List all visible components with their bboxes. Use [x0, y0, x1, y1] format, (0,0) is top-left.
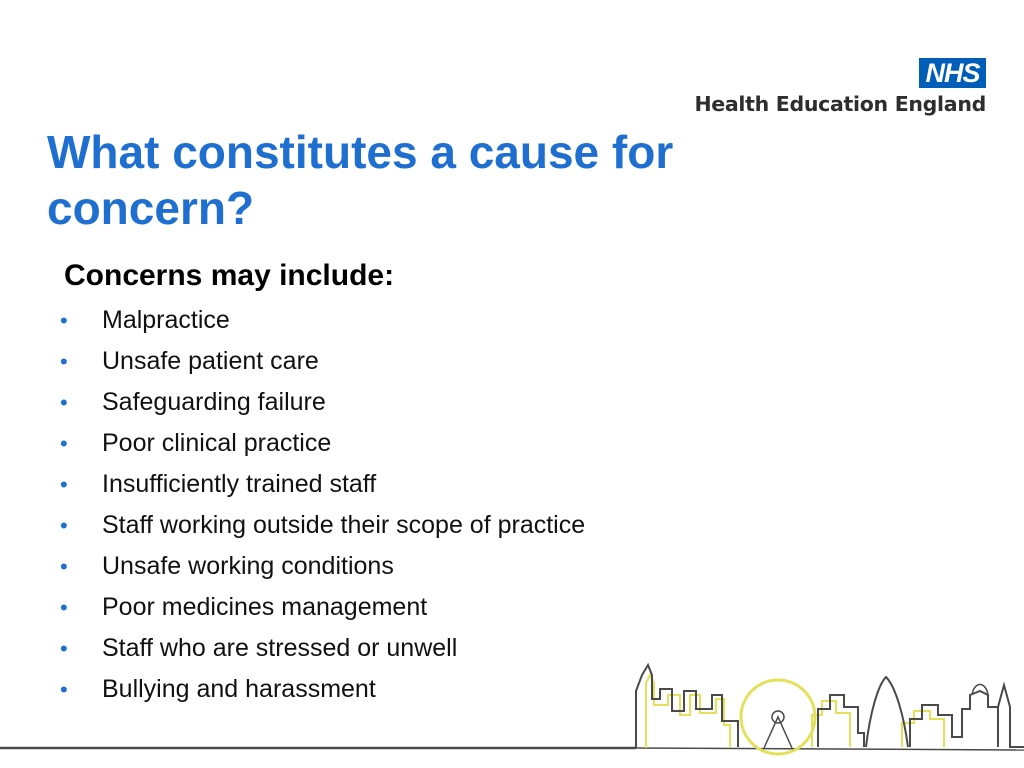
slide-title: What constitutes a cause for concern? — [47, 126, 674, 234]
list-item — [58, 464, 585, 505]
bullet-icon: • — [60, 636, 68, 661]
list-item-text: Staff working outside their scope of practice — [102, 511, 586, 539]
bullet-icon: • — [60, 677, 68, 702]
hee-logo — [696, 58, 986, 122]
london-eye-legs — [764, 717, 792, 748]
list-item-text: Bullying and harassment — [102, 675, 376, 703]
list-item — [58, 382, 585, 423]
list-item — [58, 505, 585, 546]
bullet-icon: • — [60, 390, 68, 415]
org-name: Health Education England — [694, 92, 986, 116]
bullet-icon: • — [60, 308, 68, 333]
bullet-icon: • — [60, 554, 68, 579]
bullet-icon: • — [60, 513, 68, 538]
list-item — [58, 341, 585, 382]
list-item — [58, 587, 585, 628]
list-item-text: Safeguarding failure — [102, 388, 326, 416]
bullet-icon: • — [60, 472, 68, 497]
list-item-text: Insufficiently trained staff — [102, 470, 377, 498]
concerns-list — [58, 300, 585, 710]
list-item — [58, 423, 585, 464]
list-item-text: Poor clinical practice — [102, 429, 332, 457]
skyline-accent-outline — [646, 675, 944, 748]
list-item-text: Staff who are stressed or unwell — [102, 634, 458, 662]
london-skyline-graphic — [0, 655, 1024, 768]
slide-subtitle: Concerns may include: — [64, 259, 395, 292]
list-item — [58, 546, 585, 587]
bullet-icon: • — [60, 595, 68, 620]
skyline-outline — [636, 665, 1024, 748]
list-item-text: Malpractice — [102, 306, 230, 334]
list-item — [58, 300, 585, 341]
skyline-ground-line-right — [636, 748, 1024, 750]
bullet-icon: • — [60, 349, 68, 374]
list-item-text: Unsafe patient care — [102, 347, 319, 375]
list-item-text: Unsafe working conditions — [102, 552, 394, 580]
nhs-badge: NHS — [919, 58, 986, 88]
bullet-icon: • — [60, 431, 68, 456]
list-item-text: Poor medicines management — [102, 593, 428, 621]
